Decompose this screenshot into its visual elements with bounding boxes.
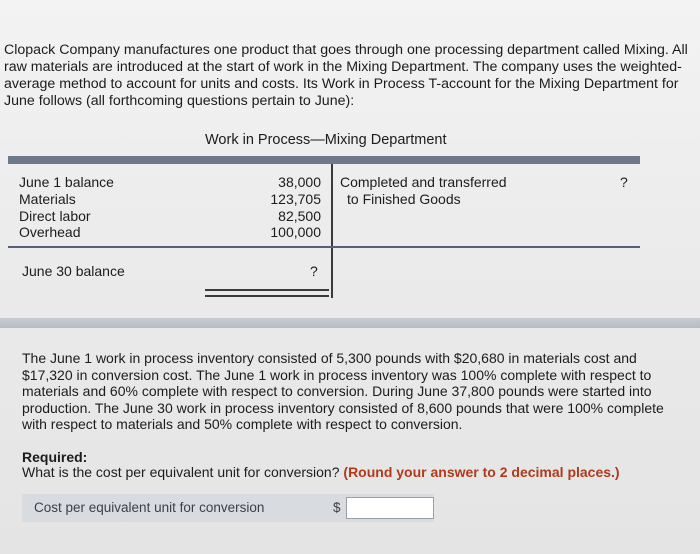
- debit-label-materials: Materials: [19, 190, 76, 207]
- debit-value-direct-labor: 82,500: [278, 207, 321, 224]
- section-separator: [0, 318, 700, 328]
- debit-value-materials: 123,705: [270, 190, 321, 207]
- ending-underline-2: [205, 295, 329, 297]
- debit-values: [225, 174, 321, 241]
- answer-input[interactable]: [346, 497, 434, 519]
- ending-balance-label: June 30 balance: [22, 263, 125, 279]
- taccount-title: Work in Process—Mixing Department: [205, 132, 447, 148]
- debit-label-direct-labor: Direct labor: [19, 207, 91, 224]
- taccount-divider: [331, 164, 333, 298]
- question-body: What is the cost per equivalent unit for conversion?: [22, 464, 344, 480]
- currency-symbol: $: [333, 500, 341, 515]
- required-label: Required:: [22, 449, 88, 465]
- problem-details: The June 1 work in process inventory consisted of 5,300 pounds with $20,680 in materials cost and $17,320 in conversion cost. The June 1 work in process inventory was 100% complete with respect to materials and 60% complete with respect to conversion. During June 37,800 pounds were started into production. The June 30 work in process inventory consisted of 8,600 pounds that were 100% complete with respect to materials and 50% complete with respect to conversion.: [22, 350, 664, 432]
- question-text: [22, 464, 620, 480]
- question-rounding-note: (Round your answer to 2 decimal places.): [343, 464, 620, 480]
- ending-underline-1: [205, 289, 329, 291]
- problem-intro: Clopack Company manufactures one product that goes through one processing department called Mixing. All raw materials are introduced at the start of work in the Mixing Department. The company uses the weighted-average method to account for units and costs. Its Work in Process T-account for the Mixing Department for June follows (all forthcoming questions pertain to June):: [4, 42, 688, 109]
- taccount-balance-line: [8, 246, 640, 248]
- debit-value-june1: 38,000: [278, 174, 321, 190]
- credit-label: [340, 174, 507, 208]
- credit-label-line2: to Finished Goods: [347, 190, 461, 207]
- debit-labels: [19, 174, 114, 241]
- debit-label-june1: June 1 balance: [19, 174, 114, 190]
- ending-balance-value: ?: [310, 263, 318, 279]
- answer-row: [22, 494, 434, 522]
- debit-value-overhead: 100,000: [270, 224, 321, 241]
- debit-label-overhead: Overhead: [19, 224, 81, 241]
- answer-label: Cost per equivalent unit for conversion: [34, 500, 265, 515]
- taccount-header-bar: [8, 156, 640, 164]
- credit-label-line1: Completed and transferred: [340, 174, 507, 190]
- credit-value: ?: [620, 174, 628, 190]
